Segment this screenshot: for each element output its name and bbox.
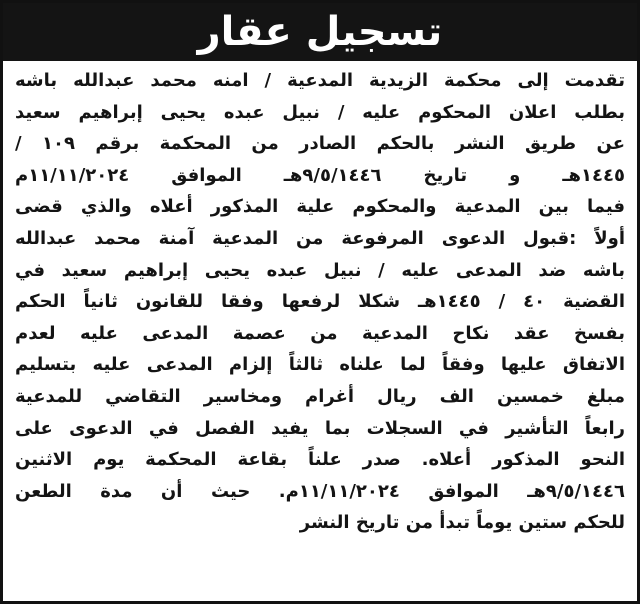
- notice-line: للحكم ستين يوماً تبدأ من تاريخ النشر: [299, 512, 625, 534]
- notice-line: باشه ضد المدعى عليه / نبيل عبده يحيى إبراهيم سعيد في: [15, 259, 625, 281]
- notice-line: عن طريق النشر بالحكم الصادر من المحكمة برقم ١٠٩ /: [15, 133, 625, 155]
- notice-line: أولاً :قبول الدعوى المرفوعة من المدعية آمنة محمد عبدالله: [15, 227, 625, 249]
- notice-line: تقدمت إلى محكمة الزيدية المدعية / امنه محمد عبدالله باشه: [15, 70, 625, 91]
- notice-line: بفسخ عقد نكاح المدعية من عصمة المدعى عليه لعدم: [15, 322, 625, 344]
- notice-line: فيما بين المدعية والمحكوم علية المذكور أعلاه والذي قضى: [15, 196, 625, 218]
- notice-line: ٩/٥/١٤٤٦هـ الموافق ١١/١١/٢٠٢٤م. حيث أن مدة الطعن: [15, 480, 625, 502]
- notice-line: مبلغ خمسين الف ريال أغرام ومخاسير التقاضي للمدعية: [15, 385, 625, 407]
- notice-line: رابعاً التأشير في السجلات بما يفيد الفصل في الدعوى على: [15, 417, 625, 439]
- notice-line: النحو المذكور أعلاه. صدر علناً بقاعة المحكمة يوم الاثنين: [15, 449, 625, 471]
- notice-title: تسجيل عقار: [197, 9, 443, 55]
- notice-line: ١٤٤٥هـ و تاريخ ٩/٥/١٤٤٦هـ الموافق ١١/١١/٢٠٢٤م: [15, 164, 625, 186]
- notice-line: القضية ٤٠ / ١٤٤٥هـ شكلا لرفعها وفقا للقانون ثانياً الحكم: [15, 291, 625, 313]
- notice-body: [15, 65, 625, 539]
- notice-line: بطلب اعلان المحكوم عليه / نبيل عبده يحيى إبراهيم سعيد: [15, 101, 625, 123]
- notice-header-banner: [3, 3, 637, 61]
- notice-line: الاتفاق عليها وفقاً لما علناه ثالثاً إلزام المدعى عليه بتسليم: [15, 354, 625, 376]
